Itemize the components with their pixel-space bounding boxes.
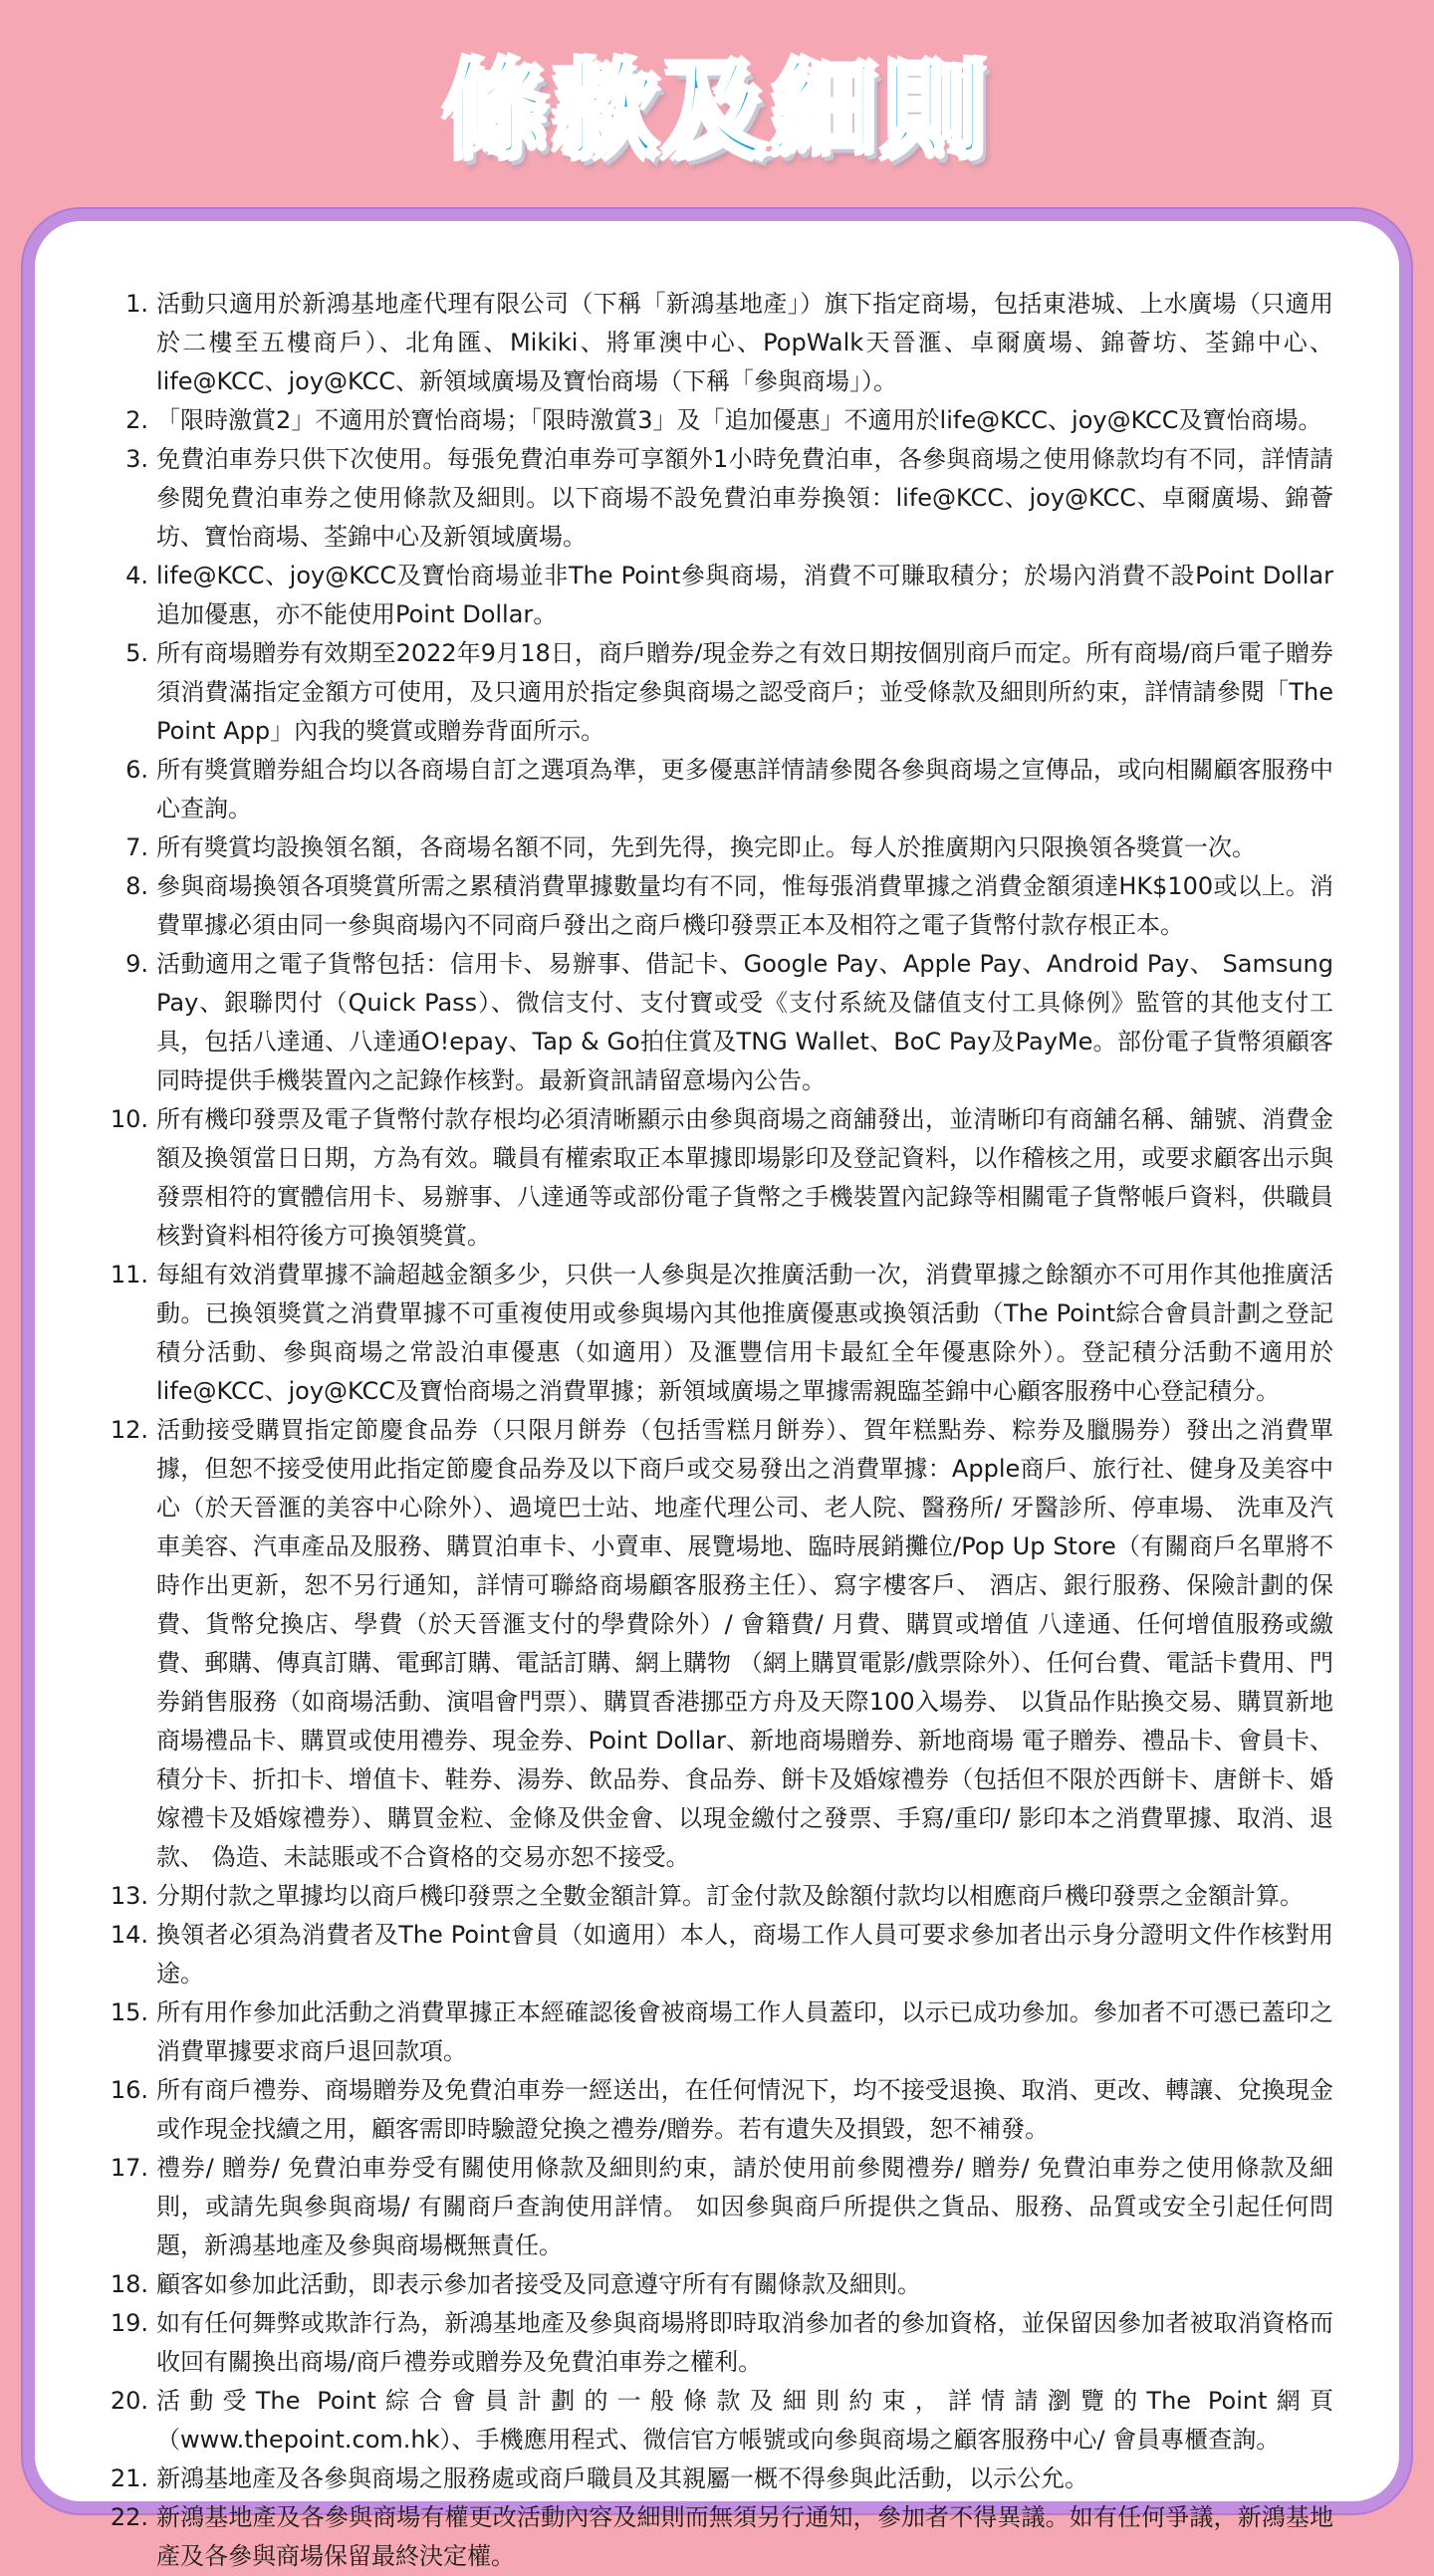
term-number: 20.: [110, 2387, 148, 2415]
term-item: [101, 440, 1333, 557]
term-text: life@KCC、joy@KCC及寶怡商場並非The Point參與商場，消費不可賺取積分；於場內消費不設Point Dollar追加優惠，亦不能使用Point Dollar。: [156, 562, 1333, 628]
term-item: [101, 285, 1333, 401]
term-text: 活動受The Point綜合會員計劃的一般條款及細則約束，詳情請瀏覽的The Point網頁（www.thepoint.com.hk）、手機應用程式、微信官方帳號或向參與商場之顧客服務中心/ 會員專櫃查詢。: [156, 2387, 1333, 2454]
term-number: 5.: [125, 639, 148, 667]
term-text: 所有用作參加此活動之消費單據正本經確認後會被商場工作人員蓋印，以示已成功參加。參加者不可憑已蓋印之消費單據要求商戶退回款項。: [156, 1998, 1333, 2065]
term-text: 每組有效消費單據不論超越金額多少，只供一人參與是次推廣活動一次，消費單據之餘額亦不可用作其他推廣活動。已換領獎賞之消費單據不可重複使用或參與場內其他推廣優惠或換領活動（The Point綜合會員計劃之登記積分活動、參與商場之常設泊車優惠（如適用）及滙豐信用卡最紅全年優惠除外）。登記積分活動不適用於 life@KCC、joy@KCC及寶怡商場之消費單據；新領域廣場之單據需親臨荃錦中心顧客服務中心登記積分。: [156, 1261, 1333, 1405]
term-text: 活動適用之電子貨幣包括：信用卡、易辦事、借記卡、Google Pay、Apple Pay、Android Pay、 Samsung Pay、銀聯閃付（Quick Pass）、微信支付、支付寶或受《支付系統及儲值支付工具條例》監管的其他支付工具，包括八達通、八達通O!epay、Tap & Go拍住賞及TNG Wallet、BoC Pay及PayMe。部份電子貨幣須顧客同時提供手機裝置內之記錄作核對。最新資訊請留意場內公告。: [156, 950, 1333, 1094]
term-item: [101, 2265, 1333, 2304]
term-item: [101, 1877, 1333, 1916]
term-text: 所有獎賞贈券組合均以各商場自訂之選項為準，更多優惠詳情請參閱各參與商場之宣傳品，或向相關顧客服務中心查詢。: [156, 756, 1333, 822]
term-number: 15.: [110, 1998, 148, 2026]
term-item: [101, 867, 1333, 945]
term-item: [101, 2304, 1333, 2382]
term-item: [101, 828, 1333, 867]
term-item: [101, 557, 1333, 634]
term-number: 1.: [125, 290, 148, 318]
term-number: 4.: [125, 562, 148, 589]
term-number: 7.: [125, 833, 148, 861]
term-text: 所有商場贈券有效期至2022年9月18日，商戶贈券/現金券之有效日期按個別商戶而定。所有商場/商戶電子贈券須消費滿指定金額方可使用，及只適用於指定參與商場之認受商戶；並受條款及細則所約束，詳情請參閱「The Point App」內我的獎賞或贈券背面所示。: [156, 639, 1333, 745]
term-number: 11.: [110, 1261, 148, 1288]
terms-list: [101, 285, 1333, 2576]
term-text: 顧客如參加此活動，即表示參加者接受及同意遵守所有有關條款及細則。: [156, 2270, 921, 2298]
term-number: 17.: [110, 2154, 148, 2182]
term-text: 參與商場換領各項獎賞所需之累積消費單據數量均有不同，惟每張消費單據之消費金額須達HK$100或以上。消費單據必須由同一參與商場內不同商戶發出之商戶機印發票正本及相符之電子貨幣付款存根正本。: [156, 872, 1333, 939]
term-item: [101, 2071, 1333, 2149]
term-text: 所有商戶禮券、商場贈券及免費泊車券一經送出，在任何情況下，均不接受退換、取消、更改、轉讓、兌換現金或作現金找續之用，顧客需即時驗證兌換之禮券/贈券。若有遺失及損毀，恕不補發。: [156, 2076, 1333, 2143]
term-number: 16.: [110, 2076, 148, 2104]
term-number: 18.: [110, 2270, 148, 2298]
term-number: 2.: [125, 406, 148, 434]
term-text: 活動接受購買指定節慶食品券（只限月餅券（包括雪糕月餅券）、賀年糕點券、粽券及臘腸券）發出之消費單據，但恕不接受使用此指定節慶食品券及以下商戶或交易發出之消費單據：Apple商戶、旅行社、健身及美容中心（於天晉滙的美容中心除外）、過境巴士站、地產代理公司、老人院、醫務所/ 牙醫診所、停車場、 洗車及汽車美容、汽車產品及服務、購買泊車卡、小賣車、展覽場地、臨時展銷攤位/Pop Up Store（有關商戶名單將不時作出更新，恕不另行通知，詳情可聯絡商場顧客服務主任）、寫字樓客戶、 酒店、銀行服務、保險計劃的保費、貨幣兌換店、學費（於天晉滙支付的學費除外）/ 會籍費/ 月費、購買或增值 八達通、任何增值服務或繳費、郵購、傳真訂購、電郵訂購、電話訂購、網上購物 （網上購買電影/戲票除外）、任何台費、電話卡費用、門券銷售服務（如商場活動、演唱會門票）、購買香港挪亞方舟及天際100入場券、 以貨品作貼換交易、購買新地商場禮品卡、購買或使用禮券、現金券、Point Dollar、新地商場贈券、新地商場 電子贈券、禮品卡、會員卡、積分卡、折扣卡、增值卡、鞋券、湯券、飲品券、食品券、餅卡及婚嫁禮券（包括但不限於西餅卡、唐餅卡、婚嫁禮卡及婚嫁禮券）、購買金粒、金條及供金會、以現金繳付之發票、手寫/重印/ 影印本之消費單據、取消、退款、 偽造、未誌賬或不合資格的交易亦恕不接受。: [156, 1416, 1333, 1871]
term-item: [101, 1993, 1333, 2071]
term-item: [101, 634, 1333, 751]
term-text: 免費泊車券只供下次使用。每張免費泊車券可享額外1小時免費泊車，各參與商場之使用條款均有不同，詳情請參閱免費泊車券之使用條款及細則。以下商場不設免費泊車券換領：life@KCC、joy@KCC、卓爾廣場、錦薈坊、寶怡商場、荃錦中心及新領域廣場。: [156, 445, 1333, 551]
term-item: [101, 401, 1333, 440]
term-text: 換領者必須為消費者及The Point會員（如適用）本人，商場工作人員可要求參加者出示身分證明文件作核對用途。: [156, 1921, 1333, 1988]
term-item: [101, 1916, 1333, 1993]
term-item: [101, 1100, 1333, 1256]
term-text: 所有機印發票及電子貨幣付款存根均必須清晰顯示由參與商場之商舖發出，並清晰印有商舖名稱、舖號、消費金額及換領當日日期，方為有效。職員有權索取正本單據即場影印及登記資料，以作稽核之用，或要求顧客出示與發票相符的實體信用卡、易辦事、八達通等或部份電子貨幣之手機裝置內記錄等相關電子貨幣帳戶資料，供職員核對資料相符後方可換領獎賞。: [156, 1105, 1333, 1250]
term-text: 禮券/ 贈券/ 免費泊車券受有關使用條款及細則約束，請於使用前參閱禮券/ 贈券/ 免費泊車券之使用條款及細則，或請先與參與商場/ 有關商戶查詢使用詳情。 如因參與商戶所提供之貨品、服務、品質或安全引起任何問題，新鴻基地產及參與商場概無責任。: [156, 2154, 1333, 2259]
term-number: 13.: [110, 1882, 148, 1910]
title-banner: [0, 48, 1434, 172]
term-item: [101, 2459, 1333, 2498]
term-item: [101, 1256, 1333, 1411]
term-text: 新鴻基地產及各參與商場之服務處或商戶職員及其親屬一概不得參與此活動，以示公允。: [156, 2464, 1088, 2492]
term-item: [101, 1411, 1333, 1877]
term-text: 「限時激賞2」不適用於寶怡商場；「限時激賞3」及「追加優惠」不適用於life@KCC、joy@KCC及寶怡商場。: [156, 406, 1322, 434]
term-number: 8.: [125, 872, 148, 900]
term-item: [101, 751, 1333, 828]
term-text: 所有獎賞均設換領名額，各商場名額不同，先到先得，換完即止。每人於推廣期內只限換領各獎賞一次。: [156, 833, 1256, 861]
term-number: 22.: [110, 2503, 148, 2531]
term-number: 19.: [110, 2309, 148, 2337]
term-number: 6.: [125, 756, 148, 784]
term-text: 如有任何舞弊或欺詐行為，新鴻基地產及參與商場將即時取消參加者的參加資格，並保留因參加者被取消資格而收回有關換出商場/商戶禮券或贈券及免費泊車券之權利。: [156, 2309, 1333, 2376]
term-number: 21.: [110, 2464, 148, 2492]
term-text: 新鴻基地產及各參與商場有權更改活動內容及細則而無須另行通知，參加者不得異議。如有任何爭議，新鴻基地產及各參與商場保留最終決定權。: [156, 2503, 1333, 2570]
term-number: 10.: [110, 1105, 148, 1133]
term-item: [101, 2149, 1333, 2265]
term-item: [101, 945, 1333, 1100]
term-number: 3.: [125, 445, 148, 473]
term-text: 活動只適用於新鴻基地產代理有限公司（下稱「新鴻基地產」）旗下指定商場，包括東港城、上水廣場（只適用於二樓至五樓商戶）、北角匯、Mikiki、將軍澳中心、PopWalk天晉滙、卓爾廣場、錦薈坊、荃錦中心、life@KCC、joy@KCC、新領域廣場及寶怡商場（下稱「參與商場」）。: [156, 290, 1333, 395]
term-number: 12.: [110, 1416, 148, 1444]
term-number: 14.: [110, 1921, 148, 1949]
term-item: [101, 2382, 1333, 2459]
term-item: [101, 2498, 1333, 2576]
term-text: 分期付款之單據均以商戶機印發票之全數金額計算。訂金付款及餘額付款均以相應商戶機印發票之金額計算。: [156, 1882, 1304, 1910]
page-title: 條款及細則: [442, 49, 991, 170]
term-number: 9.: [125, 950, 148, 978]
terms-card: [35, 221, 1399, 2570]
